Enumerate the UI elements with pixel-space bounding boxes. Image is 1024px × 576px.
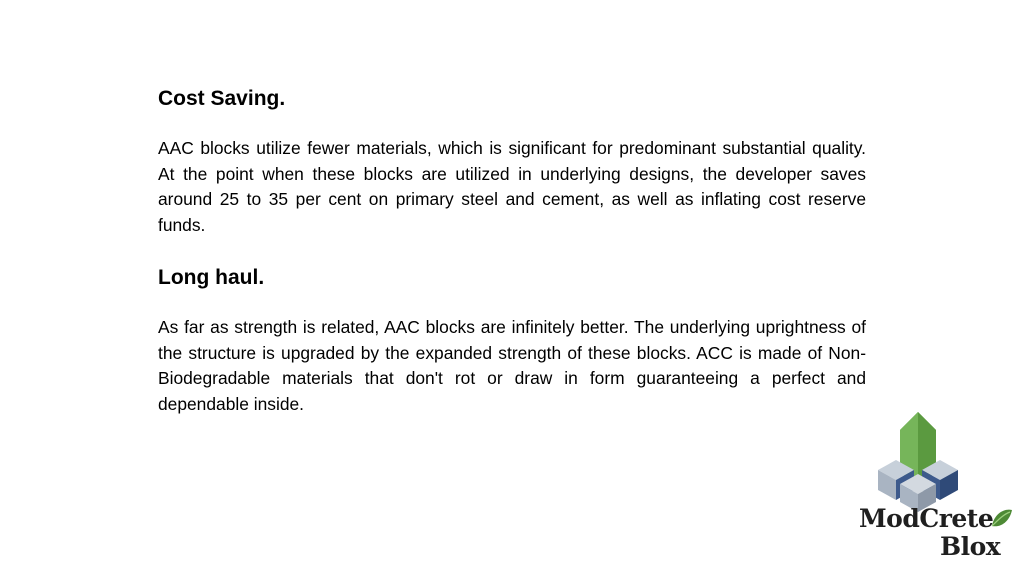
long-haul-paragraph: As far as strength is related, AAC blocks are infinitely better. The underlying uprightness of the structure is upgraded by the expanded strength of these blocks. ACC is made of Non-Biodegradable materials that don't rot or draw in form guaranteeing a perfect and dependable inside. xyxy=(158,317,866,414)
logo-text-blox: Blox xyxy=(940,532,1001,561)
long-haul-heading: Long haul. xyxy=(158,266,265,289)
modcrete-blox-logo xyxy=(856,408,1014,564)
cost-saving-heading: Cost Saving. xyxy=(158,87,286,110)
cost-saving-paragraph: AAC blocks utilize fewer materials, which is significant for predominant substantial quality. At the point when these blocks are utilized in underlying designs, the developer saves around 25 to 35 per cent on primary steel and cement, as well as inflating cost reserve funds. xyxy=(158,138,866,235)
logo-text-modcrete: ModCrete xyxy=(859,504,994,533)
slide-content xyxy=(158,82,866,417)
